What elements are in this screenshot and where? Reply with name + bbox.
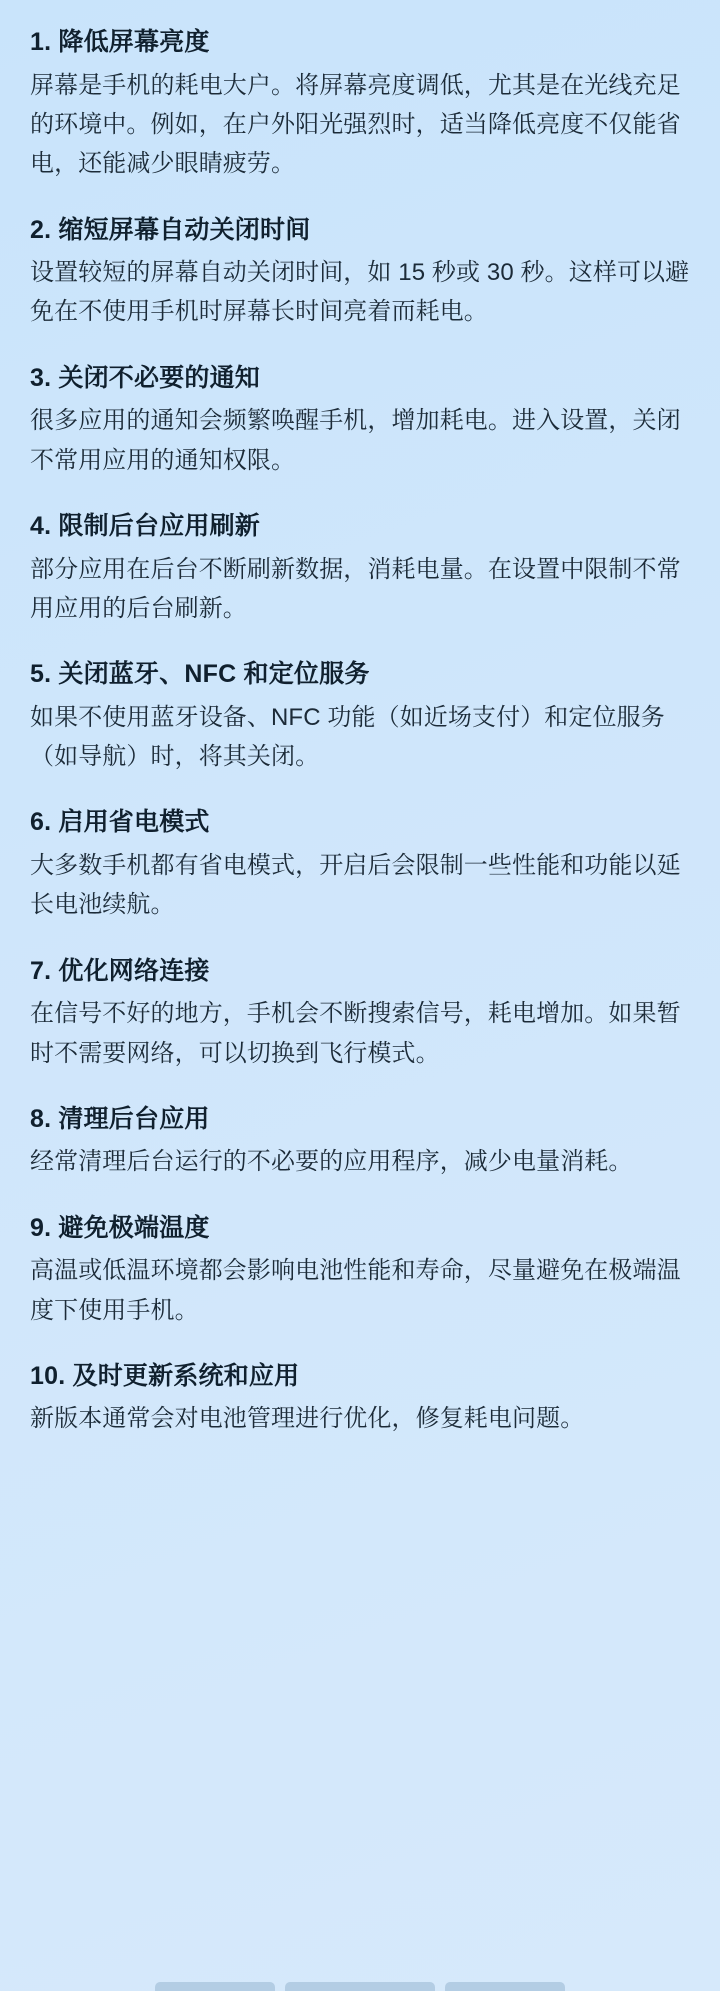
list-item xyxy=(30,806,690,924)
toolbar-chip-left[interactable] xyxy=(155,1982,275,1991)
section-body: 新版本通常会对电池管理进行优化，修复耗电问题。 xyxy=(30,1405,585,1433)
section-title: 4. 限制后台应用刷新 xyxy=(30,512,260,541)
section-body: 大多数手机都有省电模式，开启后会限制一些性能和功能以延长电池续航。 xyxy=(30,851,681,919)
section-body: 在信号不好的地方，手机会不断搜索信号，耗电增加。如果暂时不需要网络，可以切换到飞行模式。 xyxy=(30,1000,681,1067)
toolbar-chip-center[interactable] xyxy=(285,1982,435,1991)
list-item xyxy=(30,26,690,184)
section-title: 10. 及时更新系统和应用 xyxy=(30,1361,300,1390)
section-title: 2. 缩短屏幕自动关闭时间 xyxy=(30,215,311,244)
section-title: 5. 关闭蓝牙、NFC 和定位服务 xyxy=(30,660,370,689)
section-title: 9. 避免极端温度 xyxy=(30,1213,210,1242)
section-body: 屏幕是手机的耗电大户。将屏幕亮度调低，尤其是在光线充足的环境中。例如，在户外阳光强烈时，适当降低亮度不仅能省电，还能减少眼睛疲劳。 xyxy=(30,71,681,178)
section-body: 部分应用在后台不断刷新数据，消耗电量。在设置中限制不常用应用的后台刷新。 xyxy=(30,555,681,622)
section-body: 经常清理后台运行的不必要的应用程序，减少电量消耗。 xyxy=(30,1148,633,1176)
list-item xyxy=(30,362,690,480)
list-item xyxy=(30,1103,690,1182)
section-title: 3. 关闭不必要的通知 xyxy=(30,363,260,392)
list-item xyxy=(30,1212,690,1330)
section-body: 高温或低温环境都会影响电池性能和寿命，尽量避免在极端温度下使用手机。 xyxy=(30,1257,681,1324)
section-title: 6. 启用省电模式 xyxy=(30,808,210,837)
list-item xyxy=(30,955,690,1073)
list-item xyxy=(30,1360,690,1439)
list-item xyxy=(30,658,690,776)
toolbar-chip-right[interactable] xyxy=(445,1982,565,1991)
section-body: 设置较短的屏幕自动关闭时间，如 15 秒或 30 秒。这样可以避免在不使用手机时屏幕长时间亮着而耗电。 xyxy=(30,259,690,326)
section-title: 7. 优化网络连接 xyxy=(30,956,210,985)
section-title: 8. 清理后台应用 xyxy=(30,1104,210,1133)
bottom-toolbar xyxy=(0,1969,720,1991)
section-title: 1. 降低屏幕亮度 xyxy=(30,28,210,56)
list-item xyxy=(30,214,690,332)
section-body: 很多应用的通知会频繁唤醒手机，增加耗电。进入设置，关闭不常用应用的通知权限。 xyxy=(30,407,681,474)
section-body: 如果不使用蓝牙设备、NFC 功能（如近场支付）和定位服务（如导航）时，将其关闭。 xyxy=(30,703,665,771)
list-item xyxy=(30,510,690,628)
